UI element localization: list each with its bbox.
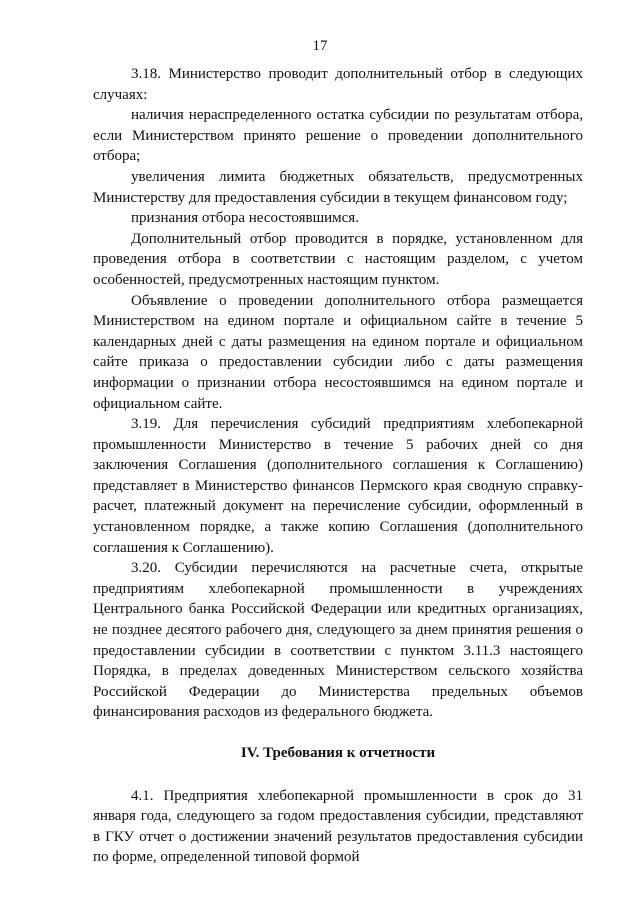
paragraph-condition-limit: увеличения лимита бюджетных обязательств, предусмотренных Министерству для предоставления субсидии в текущем финансовом году;	[93, 168, 583, 206]
paragraph-3-18: 3.18. Министерство проводит дополнительный отбор в следующих случаях:	[93, 66, 583, 103]
document-body	[93, 64, 583, 868]
paragraph-4-1: 4.1. Предприятия хлебопекарной промышленности в срок до 31 января года, следующего за годом предоставления субсидии, представляют в ГКУ отчет о достижении значений результатов предоставления субсидии по форме, определенной типовой формой	[93, 787, 583, 866]
paragraph-3-20: 3.20. Субсидии перечисляются на расчетные счета, открытые предприятиям хлебопекарной промышленности в учреждениях Центрального банка Российской Федерации или кредитных организациях, не позднее десятого рабочего дня, следующего за днем принятия решения о предоставлении субсидии в соответствии с пунктом 3.11.3 настоящего Порядка, в пределах доведенных Министерством сельского хозяйства Российской Федерации до Министерства предельных объемов финансирования расходов из федерального бюджета.	[93, 560, 583, 721]
paragraph-3-19: 3.19. Для перечисления субсидий предприятиям хлебопекарной промышленности Министерство в течение 5 рабочих дней со дня заключения Соглашения (дополнительного соглашения к Соглашению) представляет в Министерство финансов Пермского края сводную справку-расчет, платежный документ на перечисление субсидии, оформленный в установленном порядке, а также копию Соглашения (дополнительного соглашения к Соглашению).	[93, 416, 583, 556]
page-number: 17	[312, 38, 328, 54]
paragraph-condition-remainder: наличия нераспределенного остатка субсидии по результатам отбора, если Министерством принято решение о проведении дополнительного отбора;	[93, 107, 583, 165]
paragraph-additional-selection: Дополнительный отбор проводится в порядке, установленном для проведения отбора в соответствии с настоящим разделом, с учетом особенностей, предусмотренных настоящим пунктом.	[93, 230, 583, 288]
section-heading: IV. Требования к отчетности	[240, 745, 436, 761]
paragraph-condition-failed: признания отбора несостоявшимся.	[131, 210, 359, 227]
paragraph-announcement: Объявление о проведении дополнительного отбора размещается Министерством на едином портале и официальном сайте в течение 5 календарных дней с даты размещения на едином портале и официальном сайте приказа о предоставлении субсидии либо с даты размещения информации о признании отбора несостоявшимся на едином портале и официальном сайте.	[93, 292, 583, 412]
